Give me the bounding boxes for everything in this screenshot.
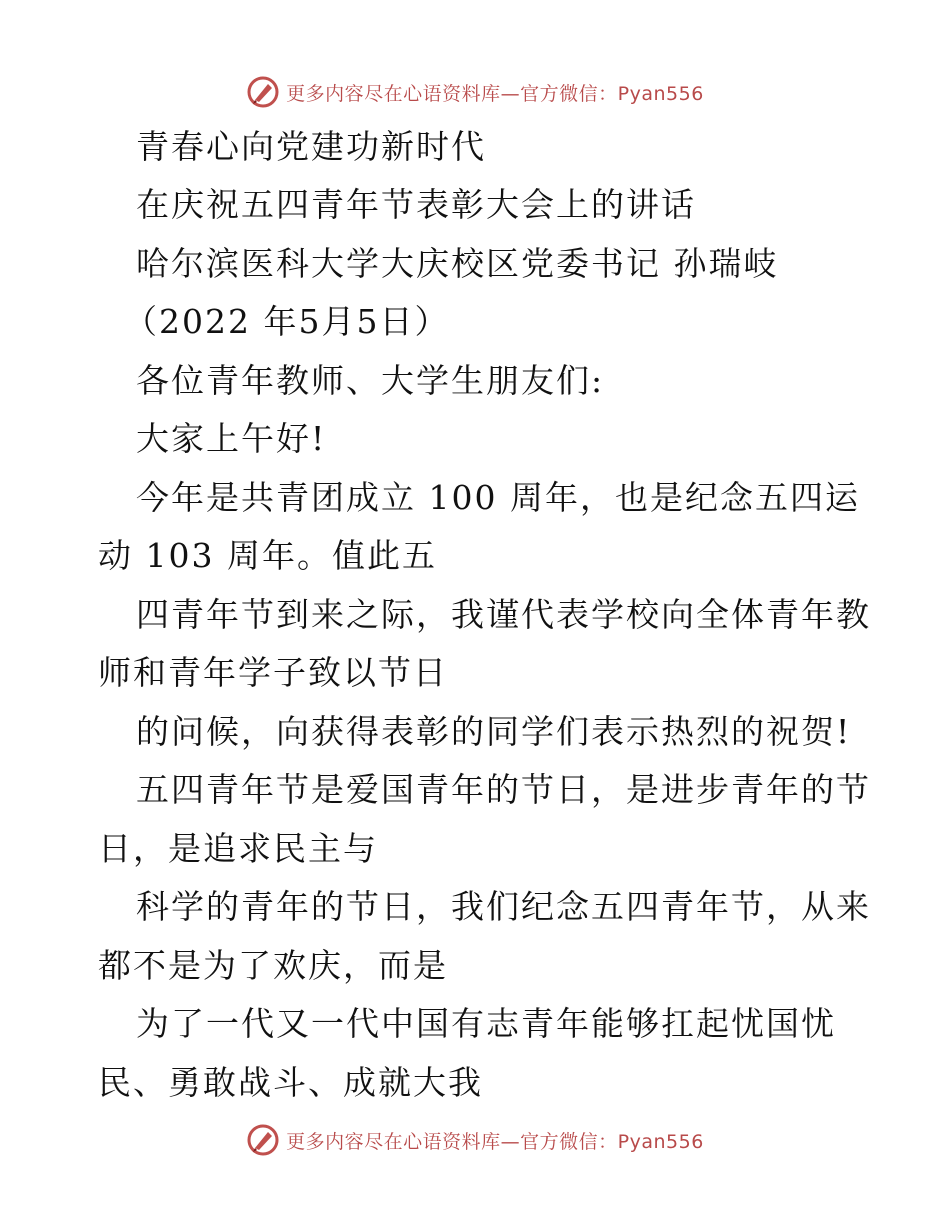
- paragraph-line: 动 103 周年。值此五: [98, 536, 437, 575]
- paragraph-line: 为了一代又一代中国有志青年能够扛起忧国忧: [136, 1004, 836, 1043]
- paragraph-line: 科学的青年的节日，我们纪念五四青年节，从来: [136, 887, 871, 926]
- watermark-text: 更多内容尽在心语资料库—官方微信：Pyan556: [286, 1130, 704, 1153]
- document-subtitle: 在庆祝五四青年节表彰大会上的讲话: [136, 185, 696, 224]
- watermark-footer: [0, 1120, 950, 1160]
- paragraph-line: 都不是为了欢庆，而是: [98, 946, 448, 985]
- watermark-text: 更多内容尽在心语资料库—官方微信：Pyan556: [286, 82, 704, 105]
- paragraph-line: 师和青年学子致以节日: [98, 653, 448, 692]
- document-title: 青春心向党建功新时代: [136, 127, 486, 166]
- salutation: 各位青年教师、大学生朋友们:: [136, 361, 605, 400]
- paragraph-line: 的问候，向获得表彰的同学们表示热烈的祝贺!: [136, 712, 852, 751]
- date-line: （2022 年5月5日）: [124, 302, 450, 341]
- paragraph-line: 日，是追求民主与: [98, 829, 378, 868]
- paragraph-line: 今年是共青团成立 100 周年，也是纪念五四运: [136, 478, 860, 517]
- paragraph-line: 五四青年节是爱国青年的节日，是进步青年的节: [136, 770, 871, 809]
- paragraph-line: 民、勇敢战斗、成就大我: [98, 1063, 483, 1102]
- pen-logo-icon: [246, 1123, 280, 1157]
- paragraph-line: 四青年节到来之际，我谨代表学校向全体青年教: [136, 595, 871, 634]
- watermark-header: [0, 72, 950, 112]
- greeting: 大家上午好!: [136, 419, 327, 458]
- pen-logo-icon: [246, 75, 280, 109]
- speaker-line: 哈尔滨医科大学大庆校区党委书记 孙瑞岐: [136, 244, 779, 283]
